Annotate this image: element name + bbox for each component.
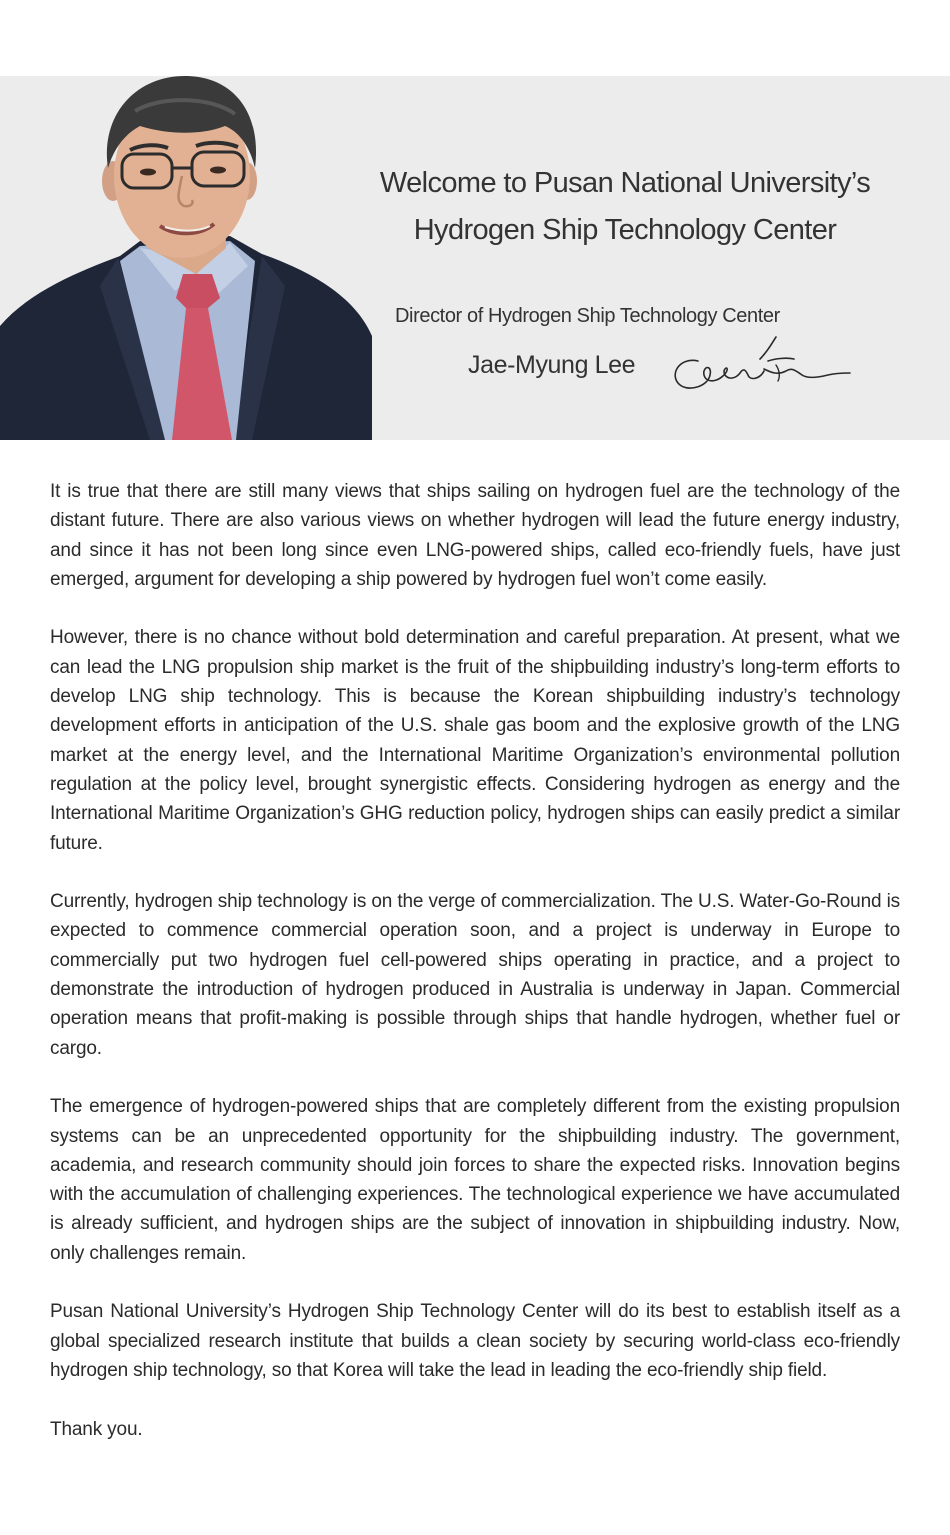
welcome-heading [340, 160, 910, 254]
welcome-message [50, 477, 900, 1444]
welcome-line-2: Hydrogen Ship Technology Center [413, 214, 837, 246]
welcome-line-1: Welcome to Pusan National University’s [379, 167, 871, 199]
director-portrait-icon [0, 76, 380, 440]
director-title: Director of Hydrogen Ship Technology Center [395, 305, 780, 327]
welcome-banner [0, 76, 950, 440]
message-paragraph: Currently, hydrogen ship technology is on the verge of commercialization. The U.S. Water-Go-Round is expected to commence commercial operation soon, and a project is underway in Europe to commercially put two hydrogen fuel cell-powered ships operating in practice, and a project to demonstrate the introduction of hydrogen produced in Australia is underway in Japan. Commercial operation means that profit-making is possible through ships that handle hydrogen, whether fuel or cargo. [50, 891, 900, 1059]
message-paragraph: Pusan National University’s Hydrogen Ship Technology Center will do its best to establish itself as a global specialized research institute that builds a clean society by securing world-class eco-friendly hydrogen ship technology, so that Korea will take the lead in leading the eco-friendly ship field. [50, 1301, 900, 1381]
message-paragraph: However, there is no chance without bold determination and careful preparation. At present, what we can lead the LNG propulsion ship market is the fruit of the shipbuilding industry’s long-term efforts to develop LNG ship technology. This is because the Korean shipbuilding industry’s technology development efforts in anticipation of the U.S. shale gas boom and the explosive growth of the LNG market at the energy level, and the International Maritime Organization’s environmental pollution regulation at the policy level, brought synergistic effects. Considering hydrogen as energy and the International Maritime Organization’s GHG reduction policy, hydrogen ships can easily predict a similar future. [50, 627, 900, 854]
closing-line: Thank you. [50, 1418, 143, 1440]
signature-icon [668, 331, 858, 401]
message-paragraph: It is true that there are still many views that ships sailing on hydrogen fuel are the technology of the distant future. There are also various views on whether hydrogen will lead the future energy industry, and since it has not been long since even LNG-powered ships, called eco-friendly fuels, have just emerged, argument for developing a ship powered by hydrogen fuel won’t come easily. [50, 481, 900, 590]
message-paragraph: The emergence of hydrogen-powered ships that are completely different from the existing propulsion systems can be an unprecedented opportunity for the shipbuilding industry. The government, academia, and research community should join forces to share the expected risks. Innovation begins with the accumulation of challenging experiences. The technological experience we have accumulated is already sufficient, and hydrogen ships are the subject of innovation in shipbuilding industry. Now, only challenges remain. [50, 1096, 900, 1264]
director-name: Jae-Myung Lee [468, 351, 636, 379]
